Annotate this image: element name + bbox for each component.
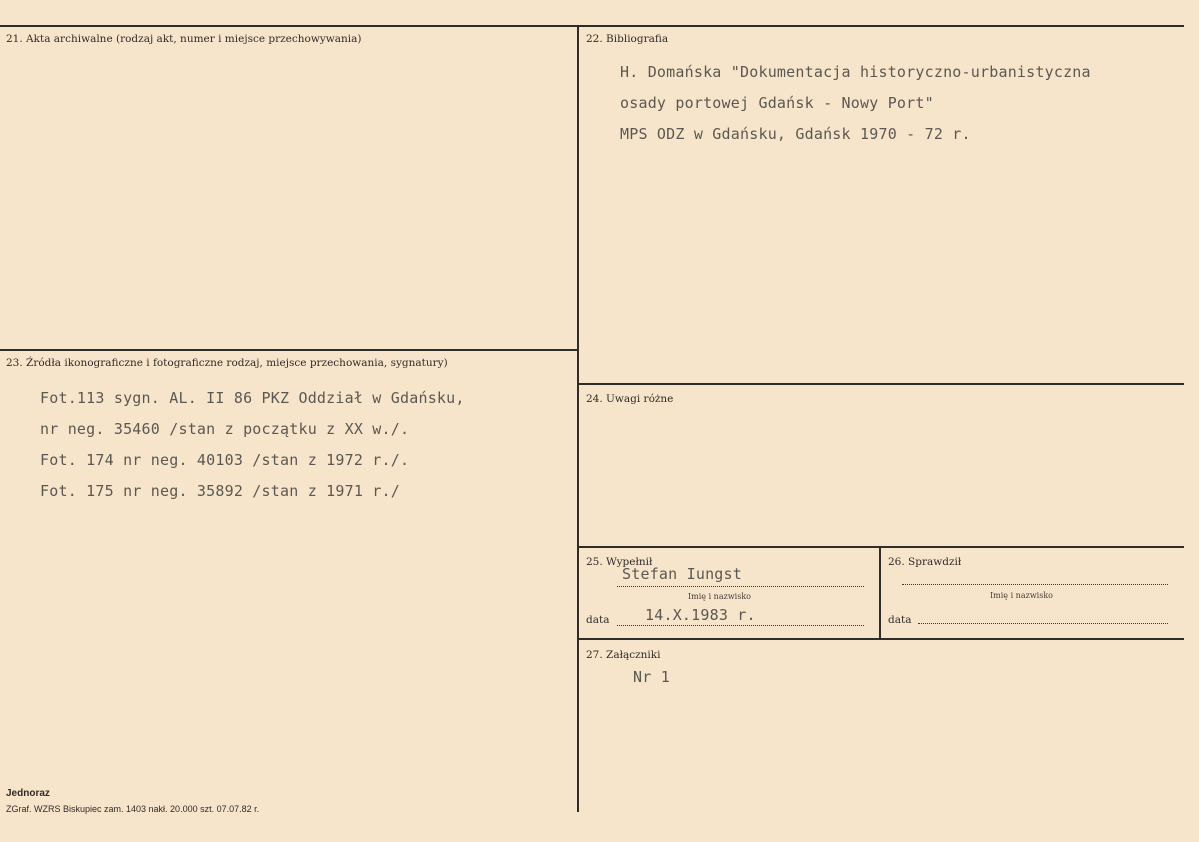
section-25-26-divider-line <box>879 546 881 638</box>
bibliography-line: osady portowej Gdańsk - Nowy Port" <box>620 94 934 112</box>
section-24-top-line <box>577 383 1184 385</box>
bibliography-line: H. Domańska "Dokumentacja historyczno-urbanistyczna <box>620 63 1091 81</box>
bibliography-line: MPS ODZ w Gdańsku, Gdańsk 1970 - 72 r. <box>620 125 971 143</box>
checked-by-name-line <box>902 584 1168 585</box>
filled-by-date: 14.X.1983 r. <box>645 606 756 624</box>
filled-by-name: Stefan Iungst <box>622 565 742 583</box>
bibliography-text <box>620 63 1091 156</box>
iconographic-sources-text <box>40 389 465 513</box>
filled-by-date-line <box>617 625 864 626</box>
top-border-line <box>0 25 1184 27</box>
attachments-value: Nr 1 <box>633 668 670 686</box>
section-24-label: 24. Uwagi różne <box>586 393 674 405</box>
checked-by-date-label: data <box>888 614 912 626</box>
source-line: Fot.113 sygn. AL. II 86 PKZ Oddział w Gdańsku, <box>40 389 465 407</box>
checked-by-name-caption: Imię i nazwisko <box>990 591 1053 600</box>
section-21-label: 21. Akta archiwalne (rodzaj akt, numer i miejsce przechowywania) <box>6 33 362 45</box>
section-27-top-line <box>577 638 1184 640</box>
source-line: nr neg. 35460 /stan z początku z XX w./. <box>40 420 410 438</box>
section-23-top-line <box>0 349 577 351</box>
section-25-label: 25. Wypełnił <box>586 556 653 568</box>
filled-by-name-caption: Imię i nazwisko <box>688 592 751 601</box>
section-23-label: 23. Źródła ikonograficzne i fotograficzne rodzaj, miejsce przechowania, sygnatury) <box>6 357 448 369</box>
source-line: Fot. 175 nr neg. 35892 /stan z 1971 r./ <box>40 482 400 500</box>
filled-by-date-label: data <box>586 614 610 626</box>
footer-title: Jednoraz <box>6 788 50 799</box>
checked-by-date-line <box>918 623 1168 624</box>
center-divider-line <box>577 25 579 812</box>
section-27-label: 27. Załączniki <box>586 649 661 661</box>
source-line: Fot. 174 nr neg. 40103 /stan z 1972 r./. <box>40 451 410 469</box>
section-26-label: 26. Sprawdził <box>888 556 962 568</box>
section-22-label: 22. Bibliografia <box>586 33 669 45</box>
filled-by-name-line <box>617 586 864 587</box>
footer-printer-info: ZGraf. WZRS Biskupiec zam. 1403 nakł. 20.000 szt. 07.07.82 r. <box>6 804 260 814</box>
